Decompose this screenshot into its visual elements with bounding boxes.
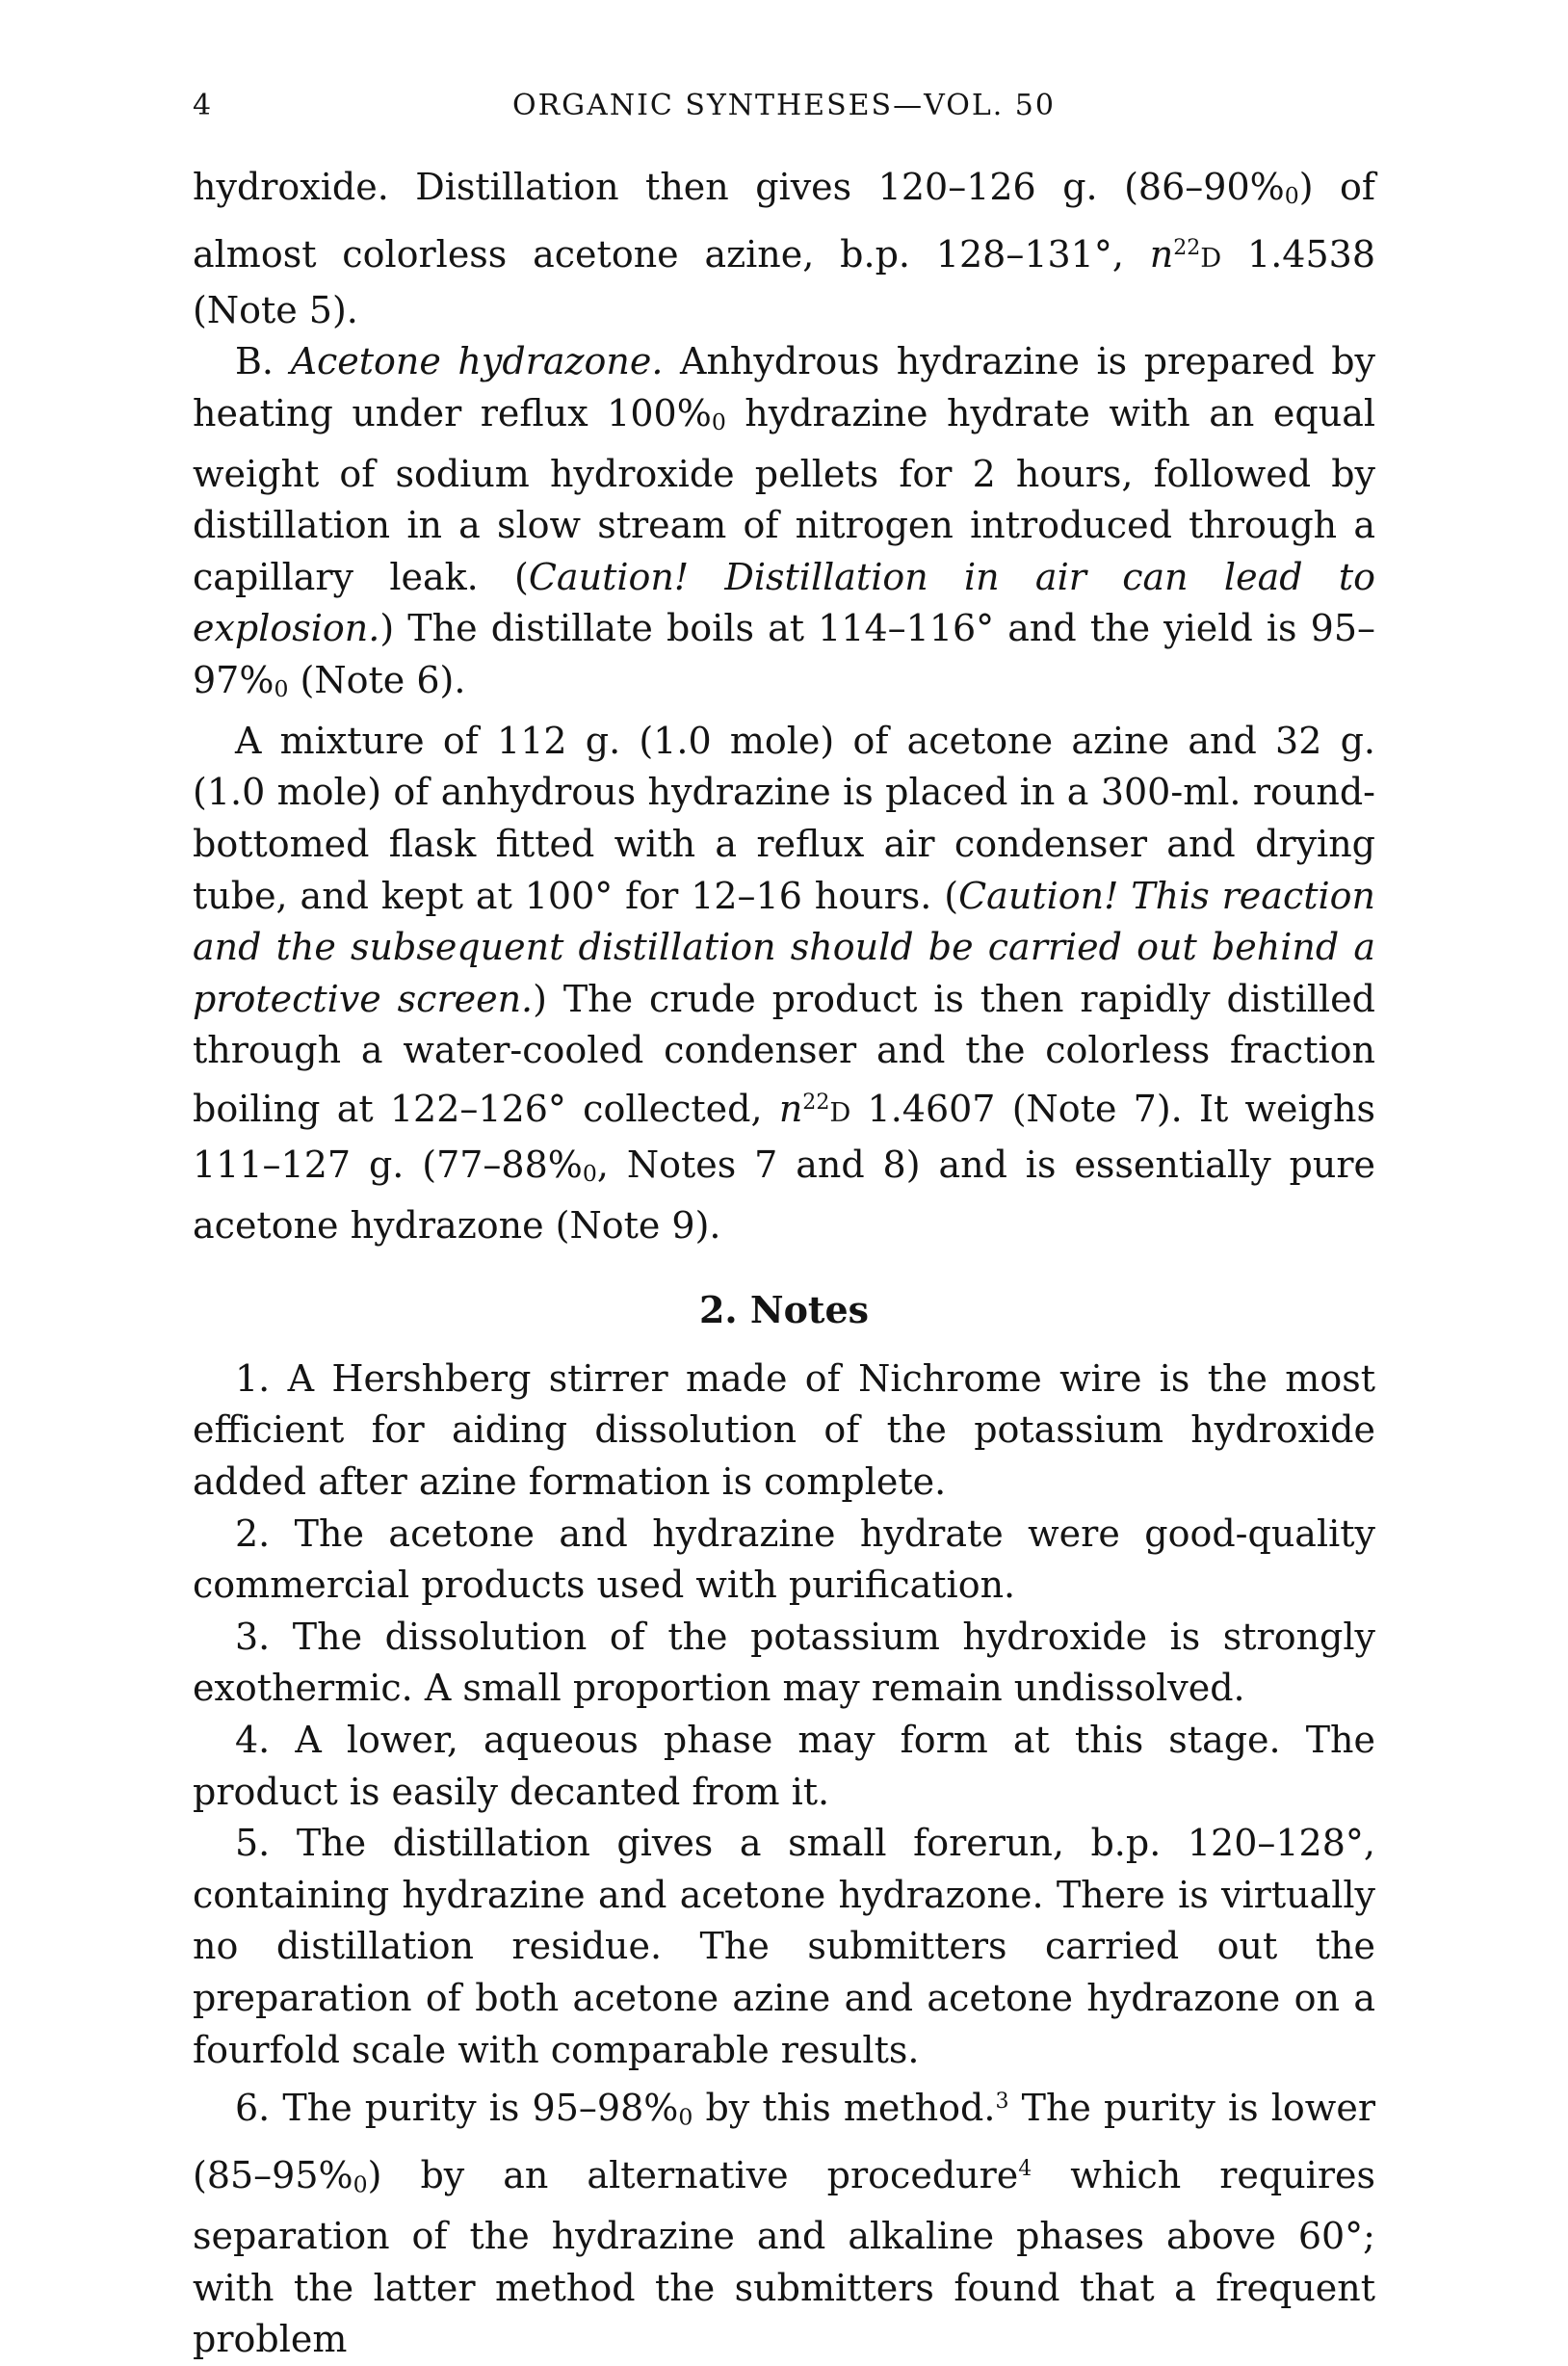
note-3: 3. The dissolution of the potassium hydroxide is strongly exothermic. A small proportion may remain undissolved. — [193, 1615, 1375, 1710]
note-4: 4. A lower, aqueous phase may form at this stage. The product is easily decanted from it. — [193, 1719, 1375, 1813]
note-2: 2. The acetone and hydrazine hydrate were good-quality commercial products used with purification. — [193, 1512, 1375, 1607]
caution-explosion: Caution! Distillation in air can lead to explosion. — [193, 555, 1375, 650]
note-1: 1. A Hershberg stirrer made of Nichrome wire is the most efficient for aiding dissolution of the potassium hydroxide added after azine formation is complete. — [193, 1356, 1375, 1504]
page-number: 4 — [193, 89, 214, 122]
running-title: ORGANIC SYNTHESES—VOL. 50 — [512, 89, 1056, 122]
reference-4: 4 — [1018, 2157, 1032, 2182]
section-heading-acetone-hydrazone: Acetone hydrazone. — [290, 340, 664, 383]
note-6: 6. The purity is 95–98%0 by this method.$^3$ The purity is lower (85–95%0) by an alternative procedure$^4$ which requires separation of the hydrazine and alkaline phases above 60°; with the latter method the submitters found that a frequent problem — [193, 2087, 1375, 2361]
note-5: 5. The distillation gives a small forerun, b.p. 120–128°, containing hydrazine and acetone hydrazone. There is virtually no distillation residue. The submitters carried out the preparation of both acetone azine and acetone hydrazone on a fourfold scale with comparable results. — [193, 1822, 1375, 2071]
paragraph-continuation: hydroxide. Distillation then gives 120–126 g. (86–90%0) of almost colorless acetone azine, b.p. 128–131°, $n^{22}D$ 1.4538 (Note 5). — [193, 166, 1375, 331]
notes-heading: 2. Notes — [698, 1288, 870, 1332]
running-head — [193, 89, 1375, 127]
reference-3: 3 — [995, 2090, 1009, 2115]
caution-protective-screen: Caution! This reaction and the subsequent distillation should be carried out behind a protective screen. — [193, 874, 1376, 1020]
notes-list — [193, 1354, 1375, 2366]
paragraph-mixture: A mixture of 112 g. (1.0 mole) of acetone azine and 32 g. (1.0 mole) of anhydrous hydrazine is placed in a 300-ml. round-bottomed flask fitted with a reflux air condenser and drying tube, and kept at 100° for 12–16 hours. (Caution! This reaction and the subsequent distillation should be carried out behind a protective screen.) The crude product is then rapidly distilled through a water-cooled condenser and the colorless fraction boiling at 122–126° collected, $n^{22}D$ 1.4607 (Note 7). It weighs 111–127 g. (77–88%0, Notes 7 and 8) and is essentially pure acetone hydrazone (Note 9). — [193, 719, 1376, 1247]
body-text — [193, 162, 1375, 2366]
paragraph-acetone-hydrazone: B. Acetone hydrazone. Anhydrous hydrazine is prepared by heating under reflux 100%0 hydrazine hydrate with an equal weight of sodium hydroxide pellets for 2 hours, followed by distillation in a slow stream of nitrogen introduced through a capillary leak. (Caution! Distillation in air can lead to explosion.) The distillate boils at 114–116° and the yield is 95–97%0 (Note 6). — [193, 340, 1376, 703]
